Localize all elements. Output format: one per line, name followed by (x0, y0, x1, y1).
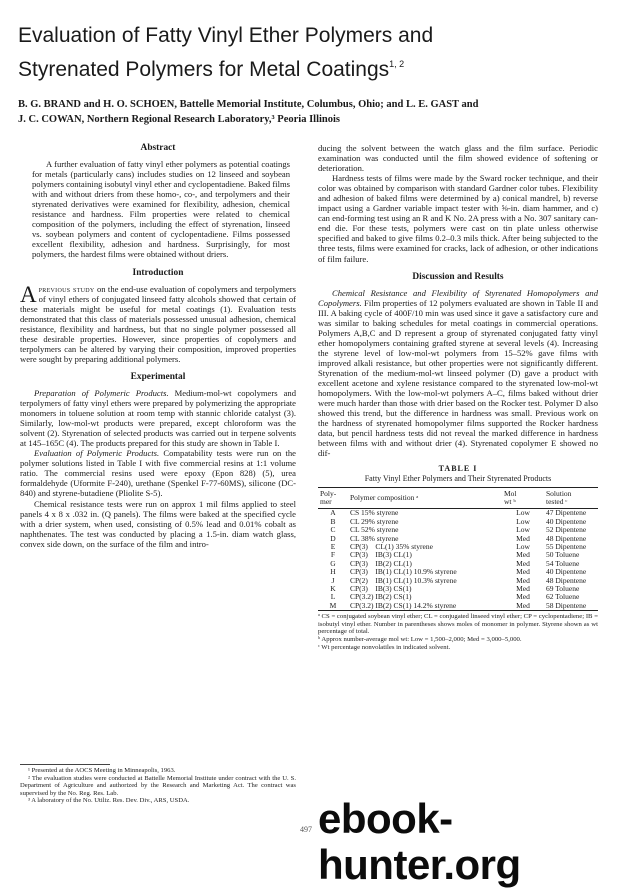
table-header-cell: Mol wt ᵇ (502, 487, 544, 509)
table-cell: CP(3.2) IB(2) CS(1) (350, 592, 412, 602)
table-caption: Fatty Vinyl Ether Polymers and Their Styrenated Products (364, 474, 552, 484)
table-cell: 52 Dipentene (546, 525, 587, 535)
table-cell: Med (516, 583, 530, 593)
table-cell: J (331, 575, 335, 585)
table-header-cell: Poly- mer (318, 487, 348, 509)
table-header-cell: Polymer composition ᵃ (348, 487, 502, 509)
table-cell: CP(3) IB(2) CL(1) (350, 558, 412, 568)
table-cell: L (330, 592, 336, 602)
footnote-2: ² The evaluation studies were conducted at Battelle Memorial Institute under contract with the U. S. Department of Agriculture and authorized by the Research and Marketing Act. The contract was supervised by the No. Reg. Res. Lab. (20, 774, 296, 797)
table-cell: Low (516, 516, 530, 526)
table-1 (318, 464, 598, 651)
table-cell: CL 52% styrene (350, 525, 399, 535)
intro-smallcaps: previous study (38, 283, 95, 294)
subsection-label-chemical: Chemical Resistance and Flexibility of Styrenated Homopolymers and Copolymers. (318, 287, 598, 308)
title-line-1: Evaluation of Fatty Vinyl Ether Polymers and (18, 24, 434, 47)
table-note-b: ᵇ Approx number-average mol wt: Low = 1,500–2,000; Med = 3,000–5,000. (318, 635, 522, 643)
experimental-paragraph-3: Chemical resistance tests were run on approx 1 mil films applied to steel panels 4 x 8 x .032 in. (Q panels). The films were baked at the specified cycle with a drier system, when used, consisting of 0.5% lead and 0.01% cobalt as naphthenates. The test was conducted by placing a 1.5-in. diam watch glass, convex side down, on the surface of the film and intro- (20, 498, 296, 549)
table-cell: CP(3) IB(1) CL(1) 10.9% styrene (350, 567, 457, 577)
table-cell: CP(3) IB(3) CS(1) (350, 583, 412, 593)
table-cell: 48 Dipentene (546, 575, 587, 585)
table-note-c: ᶜ Wt percentage nonvolatiles in indicated solvent. (318, 643, 451, 651)
hardness-paragraph: Hardness tests of films were made by the Sward rocker technique, and their color was obtained by comparison with standard Gardner color tubes. Flexibility and adhesion of baked films were determined by a) conical mandrel, b) reverse impact using a Gardner variable impact tester with ⅝-in. diam hammer, and c) can end-forming test using an R and K No. 2A press with a No. 307 sanitary can-end die. For these tests, polymers were cast on tin plate unless otherwise specified and baked to give films 0.2–0.3 mils thick. After being subjected to the three tests, films were examined for cracks, lack of adhesion, or other indications of film failure. (318, 173, 598, 264)
table-cell: 54 Toluene (546, 558, 580, 568)
authors-line-2: J. C. COWAN, Northern Regional Research Laboratory,³ Peoria Illinois (18, 114, 341, 125)
watermark-text: ebook-hunter.org (318, 795, 521, 888)
experimental-text-1: Medium-mol-wt copolymers and terpolymers of fatty vinyl ethers were prepared by polymerizing the appropriate monomers in toluene solution at room temp with stannic chloride catalyst (3). Similarly, low-mol-wt products were prepared, except chloroform was the solvent (2). Styrenation of selected products was carried out in terpene solvents at 145–165C (4). The products prepared for this study are shown in Table I. (20, 387, 296, 449)
abstract-heading: Abstract (140, 143, 176, 153)
table-cell: 50 Toluene (546, 550, 580, 560)
author-list (18, 97, 608, 127)
experimental-paragraph-1 (20, 388, 296, 448)
experimental-paragraph-2 (20, 448, 296, 498)
table-cell: K (330, 583, 336, 593)
table-cell: 40 Dipentene (546, 567, 587, 577)
table-cell: CL 38% styrene (350, 533, 399, 543)
footnote-3: ³ A laboratory of the No. Utiliz. Res. Dev. Div., ARS, USDA. (28, 797, 190, 805)
table-cell: H (330, 567, 336, 577)
introduction-heading: Introduction (132, 267, 184, 278)
table-cell: F (330, 550, 336, 560)
table-header-row (318, 487, 598, 509)
title-line-2: Styrenated Polymers for Metal Coatings (18, 58, 390, 81)
table-cell: CP(3.2) IB(2) CS(1) 14.2% styrene (348, 602, 502, 611)
left-column (20, 143, 296, 549)
table-cell: 62 Toluene (546, 592, 580, 602)
abstract-body (20, 159, 296, 259)
table-body (318, 509, 598, 611)
table-cell: Low (516, 541, 530, 551)
subsection-label-evaluation: Evaluation of Polymeric Products. (34, 448, 160, 459)
table-row (318, 602, 598, 611)
subsection-label-preparation: Preparation of Polymeric Products. (34, 387, 169, 398)
footnotes (20, 767, 296, 805)
right-column (318, 143, 598, 651)
table-cell: 40 Dipentene (546, 516, 587, 526)
table-cell: CP(3) IB(3) CL(1) (350, 550, 412, 560)
intro-text: on the end-use evaluation of copolymers and terpolymers of vinyl ethers of conjugated linseed fatty alcohols showed that certain of these materials might be useful for metal coatings (1). Evaluation tests demonstrated that this class of materials possessed unusual adhesion, chemical resistance, flexibility and hardness, but that no single polymer possessed all these desirable properties. However, since properties of copolymers and terpolymers can be altered by varying their composition, improved properties were sought by preparing additional polymers. (20, 283, 296, 364)
table-cell: 55 Dipentene (546, 541, 587, 551)
table-number: TABLE I (438, 464, 478, 474)
table-cell: CP(3) CL(1) 35% styrene (350, 541, 433, 551)
table-cell: Med (516, 558, 530, 568)
table-cell: 48 Dipentene (546, 533, 587, 543)
experimental-text-2: Compatability tests were run on the polymer solutions listed in Table I with five commercial resins at 1:1 volume ratio. The commercial resins used were epoxy (Epon 828) (5), urea formaldehyde (Uformite F-240), urethane (Spenkel F-77-60MS), silicone (DC-840) and styrene-butadiene (Pliolite S-5). (20, 448, 296, 499)
discussion-paragraph (318, 288, 598, 459)
table-note-a: ᵃ CS = conjugated soybean vinyl ether; CL = conjugated linseed vinyl ether; CP = cyclopentadiene; IB = isobutyl vinyl ether. Number in parentheses shows moles of monomer in polymer. Styrene shown as wt percentage of total. (318, 613, 598, 636)
abstract-text: A further evaluation of fatty vinyl ether polymers as potential coatings for metals (particularly cans) includes studies on 12 linseed and soybean polymers containing isobutyl vinyl ether and cyclopentadiene. Baked films with and without driers from these homo-, co-, and terpolymers and their styrenated derivatives were examined for flexibility, adhesion, chemical resistance and hardness. Film properties were related to chemical composition of the polymers, including the effect of styrenation, linseed vs. soybean polymers and content of cyclopentadiene. Films possessed excellent flexibility, adhesion and hardness. Surprisingly, for most polymers, the hardest films were obtained without driers. (32, 159, 290, 260)
table-cell: A (330, 508, 336, 518)
discussion-text: Film properties of 12 polymers evaluated are shown in Table II and III. A baking cycle of 400F/10 min was used since it gave a satisfactory cure and was similar to baking schedules for metal coatings in commercial operations. Polymers A,B,C and D represent a group of styrenated conjugated fatty vinyl ether homopolymers containing grafted styrene at several levels (4). Increasing the styrene level of low-mol-wt polymers from 15–52% gave films with improved alkali resistance, but other properties were not significantly different. Styrenation of the medium-mol-wt linseed polymer (D) gave a product with excellent acetone and xylene resistance compared to the styrenated low-mol-wt homopolymers. With the low-mol-wt polymers A–C, films baked without drier were much harder than those with drier based on the Rocker test. Polymer D also showed this trend, but the difference in hardness was small. Previous work on the hardness of styrenated homopolymer films supported the Rocker hardness data, but pencil hardness tests did not reveal the marked difference in hardness between films with and without drier (4). Styrenated copolymer E showed no dif- (318, 297, 598, 459)
authors-line-1: B. G. BRAND and H. O. SCHOEN, Battelle Memorial Institute, Columbus, Ohio; and L. E. GAST and (18, 99, 479, 110)
table-cell: 69 Toluene (546, 583, 580, 593)
footnote-1: ¹ Presented at the AOCS Meeting in Minneapolis, 1963. (28, 767, 176, 774)
footnote-rule (20, 764, 110, 765)
table-cell: CS 15% styrene (350, 508, 399, 518)
table-notes (318, 613, 598, 651)
drop-cap: A (20, 281, 37, 307)
table-cell: Low (516, 525, 530, 535)
table-cell: Med (516, 567, 530, 577)
experimental-heading: Experimental (130, 371, 186, 382)
table-cell: D (330, 533, 336, 543)
table-cell: G (330, 558, 336, 568)
discussion-heading: Discussion and Results (412, 271, 504, 282)
table-cell: CL 29% styrene (350, 516, 399, 526)
table-cell: Low (516, 508, 530, 518)
table-cell: Med (516, 533, 530, 543)
table-cell: Med (516, 592, 530, 602)
table-cell: Med (516, 575, 530, 585)
table-cell: E (330, 541, 336, 551)
continued-paragraph: ducing the solvent between the watch glass and the film surface. Periodic examination was conducted until the film showed evidence of softening or deterioration. (318, 143, 598, 174)
table-cell: Med (502, 602, 544, 611)
table-cell: CP(2) IB(1) CL(1) 10.3% styrene (350, 575, 457, 585)
table-header-cell: Solution tested ᶜ (544, 487, 598, 509)
table-cell: 47 Dipentene (546, 508, 587, 518)
table-cell: C (330, 525, 336, 535)
article-title (18, 22, 538, 84)
page-number: 497 (300, 825, 312, 834)
introduction-paragraph (20, 281, 296, 364)
table-cell: Med (516, 550, 530, 560)
table-cell: 58 Dipentene (544, 602, 598, 611)
title-footnote-marks: 1, 2 (389, 59, 405, 69)
table-cell: B (330, 516, 336, 526)
table-cell: M (318, 602, 348, 611)
polymer-table (318, 487, 598, 612)
